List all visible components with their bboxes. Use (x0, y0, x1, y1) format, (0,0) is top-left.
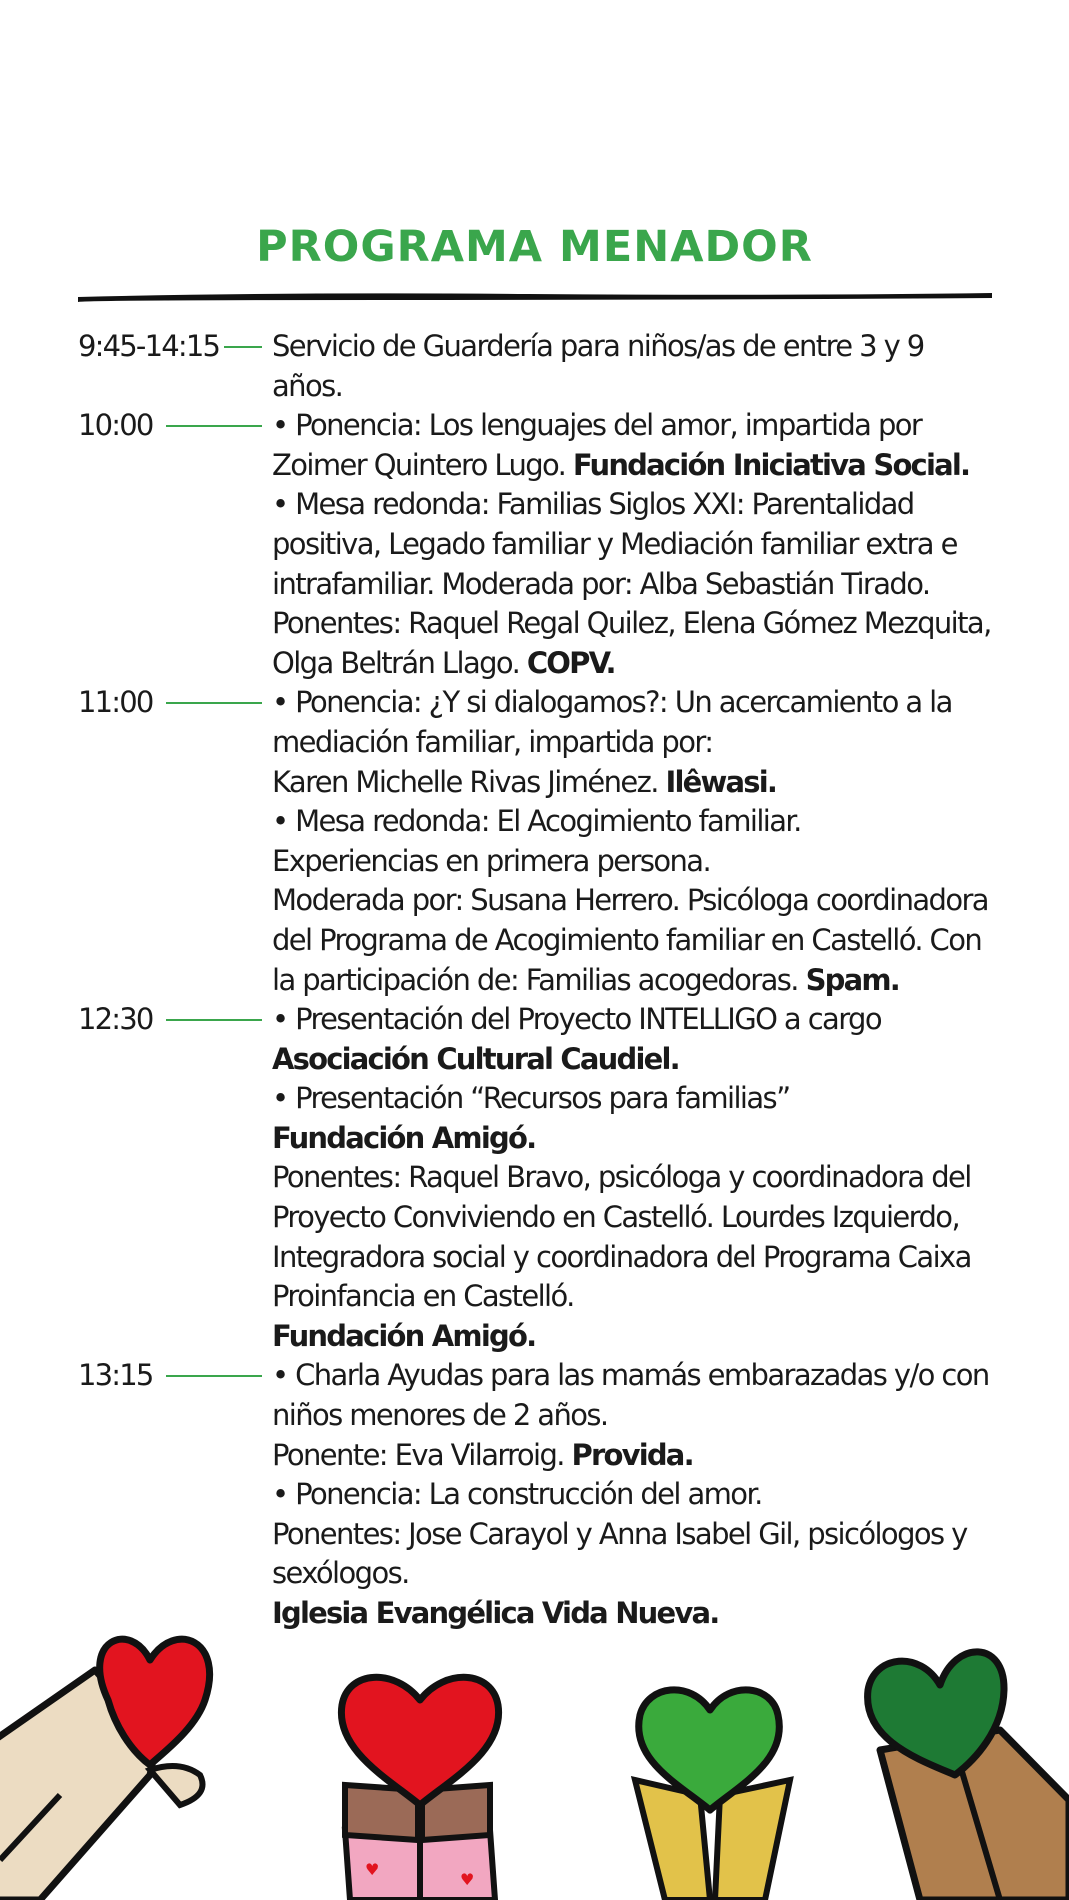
right-hands-dark-green-heart-icon (868, 1652, 1069, 1900)
schedule-row (0, 1000, 1069, 1356)
organization-name: Ilêwasi. (665, 764, 777, 799)
program-line: • Charla Ayudas para las mamás embarazadas y/o con niños menores de 2 años. (272, 1358, 989, 1433)
title-underline (78, 288, 992, 304)
schedule-row (0, 327, 1069, 406)
program-line: Ponentes: Raquel Bravo, psicóloga y coordinadora del Proyecto Conviviendo en Castelló. Lourdes Izquierdo, Integradora social y coordinadora del Programa Caixa Proinfancia en Castelló. (272, 1160, 971, 1314)
time-connector-line (166, 1019, 262, 1021)
time-connector-line (166, 1375, 262, 1377)
hands-holding-hearts-illustration (0, 1600, 1069, 1900)
program-line: • Ponencia: La construcción del amor. (272, 1477, 762, 1512)
row-content (272, 406, 992, 683)
time-connector-line (224, 346, 262, 348)
organization-name: COPV. (526, 645, 615, 680)
program-line: Servicio de Guardería para niños/as de entre 3 y 9 años. (272, 329, 924, 403)
center-right-hands-green-heart-icon (635, 1690, 790, 1900)
time-connector-line (166, 425, 262, 427)
time-label: 13:15 (78, 1358, 153, 1393)
time-label: 10:00 (78, 408, 153, 443)
left-hand-red-heart-icon (0, 1639, 210, 1900)
program-line: • Presentación del Proyecto INTELLIGO a cargo (272, 1002, 881, 1037)
program-line: • Mesa redonda: El Acogimiento familiar. (272, 804, 801, 839)
schedule (0, 327, 1069, 1634)
program-line: • Mesa redonda: Familias Siglos XXI: Parentalidad positiva, Legado familiar y Mediación familiar extra e intrafamiliar. Moderada por: Alba Sebastián Tirado. Ponentes: Raquel Regal Quilez, Elena Gómez Mezquita, Olga Beltrán Llago. COPV. (272, 487, 991, 680)
program-line (272, 1040, 992, 1080)
program-line: Ponente: Eva Vilarroig. Provida. (272, 1437, 693, 1472)
time-label: 11:00 (78, 685, 153, 720)
schedule-row (0, 1356, 1069, 1633)
program-line: • Presentación “Recursos para familias” (272, 1081, 790, 1116)
row-content (272, 1356, 992, 1633)
organization-name: Fundación Amigó. (272, 1318, 536, 1353)
row-content (272, 327, 992, 406)
svg-text:♥: ♥ (365, 1860, 380, 1879)
time-label: 9:45-14:15 (78, 329, 220, 363)
program-line: • Ponencia: Los lenguajes del amor, impartida por Zoimer Quintero Lugo. Fundación Iniciativa Social. (272, 408, 970, 482)
time-label: 12:30 (78, 1002, 153, 1037)
svg-text:♥: ♥ (460, 1870, 475, 1889)
organization-name: Fundación Iniciativa Social. (572, 447, 970, 482)
time-connector-line (166, 702, 262, 704)
schedule-row (0, 406, 1069, 683)
page-title: PROGRAMA MENADOR (256, 222, 813, 272)
organization-name: Provida. (571, 1437, 693, 1472)
organization-name: Spam. (805, 962, 900, 997)
program-line: Experiencias en primera persona. (272, 843, 711, 878)
center-left-hands-red-heart-icon (341, 1677, 498, 1900)
program-line: Moderada por: Susana Herrero. Psicóloga coordinadora del Programa de Acogimiento familiar en Castelló. Con la participación de: Familias acogedoras. Spam. (272, 883, 988, 997)
organization-name: Iglesia Evangélica Vida Nueva. (272, 1596, 719, 1630)
schedule-row (0, 683, 1069, 1000)
program-line (272, 1317, 992, 1357)
row-content (272, 1000, 992, 1356)
program-line: • Ponencia: ¿Y si dialogamos?: Un acercamiento a la mediación familiar, impartida por: (272, 685, 952, 759)
program-line (272, 1119, 992, 1159)
program-line: Ponentes: Jose Carayol y Anna Isabel Gil, psicólogos y sexólogos. (272, 1516, 967, 1591)
row-content (272, 683, 992, 1000)
organization-name: Asociación Cultural Caudiel. (272, 1041, 679, 1076)
program-line: Karen Michelle Rivas Jiménez. Ilêwasi. (272, 764, 777, 799)
organization-name: Fundación Amigó. (272, 1120, 536, 1155)
